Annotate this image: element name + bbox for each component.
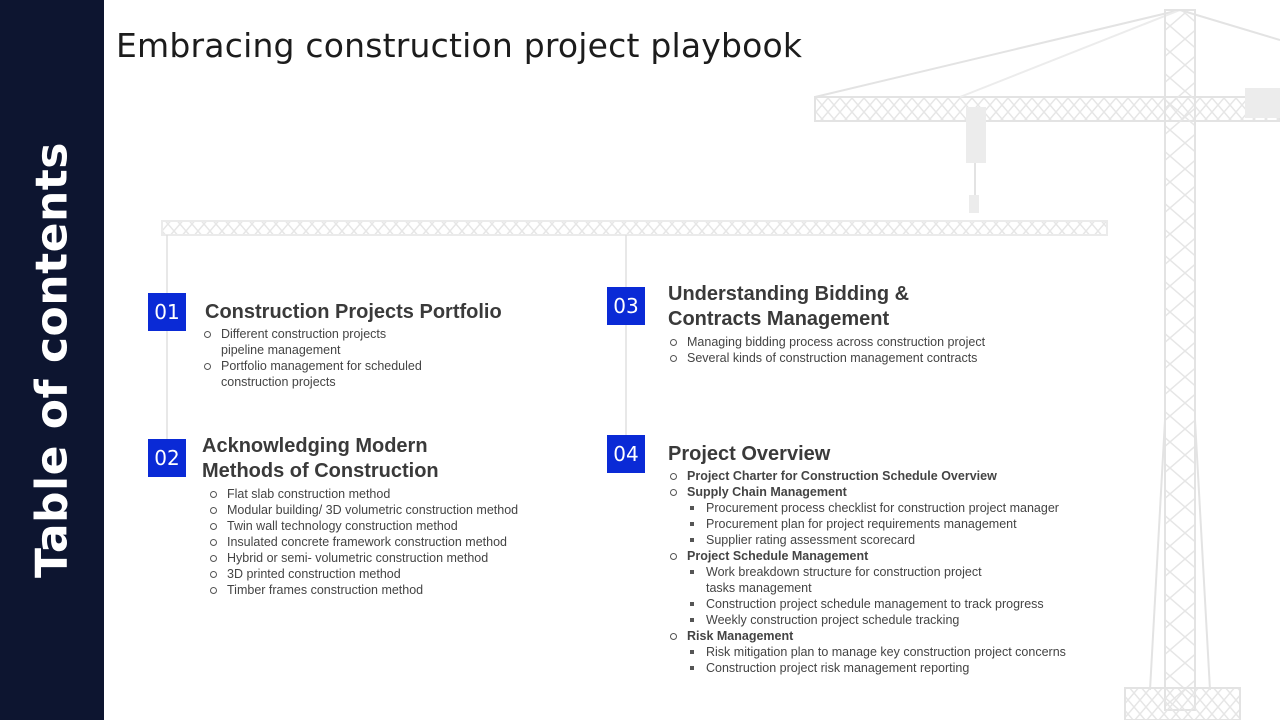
item-text: Risk Management: [687, 629, 794, 643]
list-item: Several kinds of construction management contracts: [668, 350, 985, 366]
list-item: [202, 358, 422, 390]
section-title: Acknowledging Modern Methods of Construction: [202, 435, 439, 482]
list-item: 3D printed construction method: [208, 566, 518, 582]
list-item: [668, 628, 1108, 676]
sub-list-item: Construction project schedule management to track progress: [687, 596, 1108, 612]
sub-list-item: Construction project risk management reporting: [687, 660, 1108, 676]
sub-list-item: Procurement process checklist for construction project manager: [687, 500, 1108, 516]
sub-list: [687, 644, 1108, 676]
list-item: Managing bidding process across construction project: [668, 334, 985, 350]
item-line: Portfolio management for scheduled construction projects: [221, 359, 422, 389]
list-item: Modular building/ 3D volumetric construction method: [208, 502, 518, 518]
list-item: Hybrid or semi- volumetric construction method: [208, 550, 518, 566]
list-item: Timber frames construction method: [208, 582, 518, 598]
section-items: [202, 326, 422, 390]
sub-list: [687, 500, 1108, 548]
item-text: Project Schedule Management: [687, 549, 869, 563]
section-items: [668, 334, 985, 366]
section-title: Understanding Bidding & Contracts Management: [668, 283, 910, 330]
section-title: Project Overview: [668, 443, 831, 465]
item-text: Project Charter for Construction Schedule Overview: [687, 469, 997, 483]
sidebar-title: Table of contents: [26, 141, 78, 579]
section-items: [668, 468, 1108, 676]
section-number-badge: 03: [607, 287, 645, 325]
sub-list-item: Supplier rating assessment scorecard: [687, 532, 1108, 548]
sub-list-item: Weekly construction project schedule tracking: [687, 612, 1108, 628]
section-items: [208, 486, 518, 598]
sub-list-item: Procurement plan for project requirements management: [687, 516, 1108, 532]
section-title: Construction Projects Portfolio: [205, 301, 502, 323]
sub-list-item: Risk mitigation plan to manage key construction project concerns: [687, 644, 1108, 660]
list-item: Insulated concrete framework construction method: [208, 534, 518, 550]
section-number-badge: 01: [148, 293, 186, 331]
sub-list-item: Work breakdown structure for construction project tasks management: [687, 564, 1108, 596]
list-item: Flat slab construction method: [208, 486, 518, 502]
item-line: Different construction projects pipeline management: [221, 327, 387, 357]
list-item: [668, 484, 1108, 548]
section-number-badge: 04: [607, 435, 645, 473]
section-number-badge: 02: [148, 439, 186, 477]
page-title: Embracing construction project playbook: [116, 26, 803, 65]
item-text: Supply Chain Management: [687, 485, 847, 499]
list-item: [668, 468, 1108, 484]
list-item: [668, 548, 1108, 628]
list-item: [202, 326, 422, 358]
list-item: Twin wall technology construction method: [208, 518, 518, 534]
sidebar: [0, 0, 104, 720]
sub-list: [687, 564, 1108, 628]
